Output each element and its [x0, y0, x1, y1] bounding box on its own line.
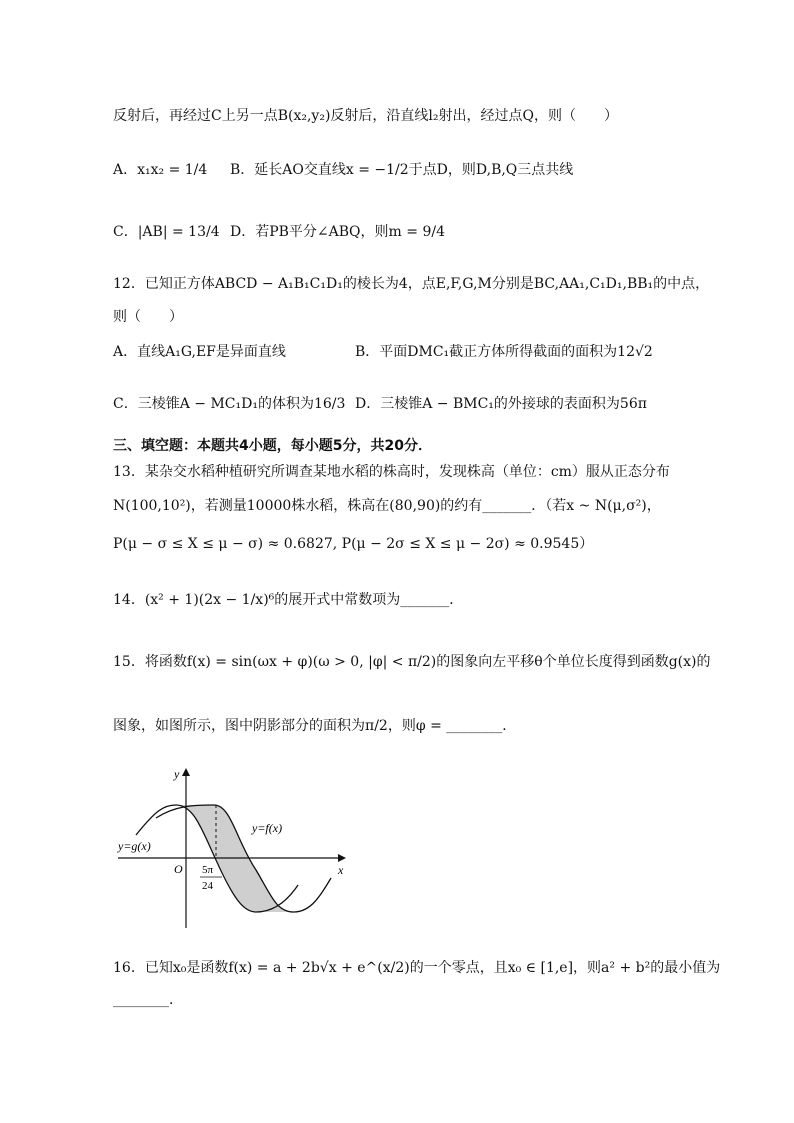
graph-svg	[116, 760, 356, 930]
q12-then: 则（ ）	[113, 309, 183, 325]
q13-line3: P(μ − σ ≤ X ≤ μ − σ) ≈ 0.6827, P(μ − 2σ ≤ X ≤ μ − 2σ) ≈ 0.9545）	[113, 536, 594, 552]
tick-label-denominator: 24	[202, 880, 213, 892]
origin-label: O	[174, 862, 183, 876]
x-axis-arrow	[338, 854, 346, 862]
q16-blank: ________．	[113, 992, 183, 1008]
q14-stem: 14．(x² + 1)(2x − 1/x)⁶的展开式中常数项为_______．	[113, 592, 464, 608]
q12-option-b: B．平面DMC₁截正方体所得截面的面积为12√2	[355, 344, 653, 360]
y-axis-label: y	[174, 767, 180, 781]
section-3-heading: 三、填空题：本题共4小题，每小题5分，共20分．	[113, 438, 432, 454]
q13-stem: 13．某杂交水稻种植研究所调查某地水稻的株高时，发现株高（单位：cm）服从正态分布	[113, 464, 670, 480]
q12-option-a: A．直线A₁G,EF是异面直线	[113, 344, 286, 360]
tick-label-numerator: 5π	[202, 864, 214, 876]
graph-figure	[116, 760, 356, 930]
q12-option-c: C．三棱锥A − MC₁D₁的体积为16/3	[113, 396, 346, 412]
q15-line2: 图象，如图所示，图中阴影部分的面积为π/2，则φ = ________．	[113, 718, 517, 734]
q13-line2: N(100,10²)，若测量10000株水稻，株高在(80,90)的约有_______．（若x ~ N(μ,σ²)，	[113, 498, 661, 514]
q12-option-d: D．三棱锥A − BMC₁的外接球的表面积为56π	[355, 396, 647, 412]
g-label: y=g(x)	[118, 839, 151, 853]
x-axis-label: x	[338, 863, 344, 877]
q11-option-a: A．x₁x₂ = 1/4	[113, 162, 208, 178]
q16-stem: 16．已知x₀是函数f(x) = a + 2b√x + e^(x/2)的一个零点，且x₀ ∈ [1,e]，则a² + b²的最小值为	[113, 960, 721, 976]
f-label: y=f(x)	[252, 821, 283, 835]
y-axis-arrow	[182, 768, 190, 776]
q11-option-c: C．|AB| = 13/4	[113, 224, 220, 240]
q11-option-d: D．若PB平分∠ABQ，则m = 9/4	[230, 224, 445, 240]
q11-option-b: B．延长AO交直线x = −1/2于点D，则D,B,Q三点共线	[230, 162, 574, 178]
q12-stem: 12．已知正方体ABCD − A₁B₁C₁D₁的棱长为4，点E,F,G,M分别是BC,AA₁,C₁D₁,BB₁的中点，	[113, 276, 710, 292]
q15-stem: 15．将函数f(x) = sin(ωx + φ)(ω > 0, |φ| < π/2)的图象向左平移θ个单位长度得到函数g(x)的	[113, 654, 711, 670]
q11-continuation: 反射后，再经过C上另一点B(x₂,y₂)反射后，沿直线l₂射出，经过点Q，则（ ）	[113, 108, 618, 124]
